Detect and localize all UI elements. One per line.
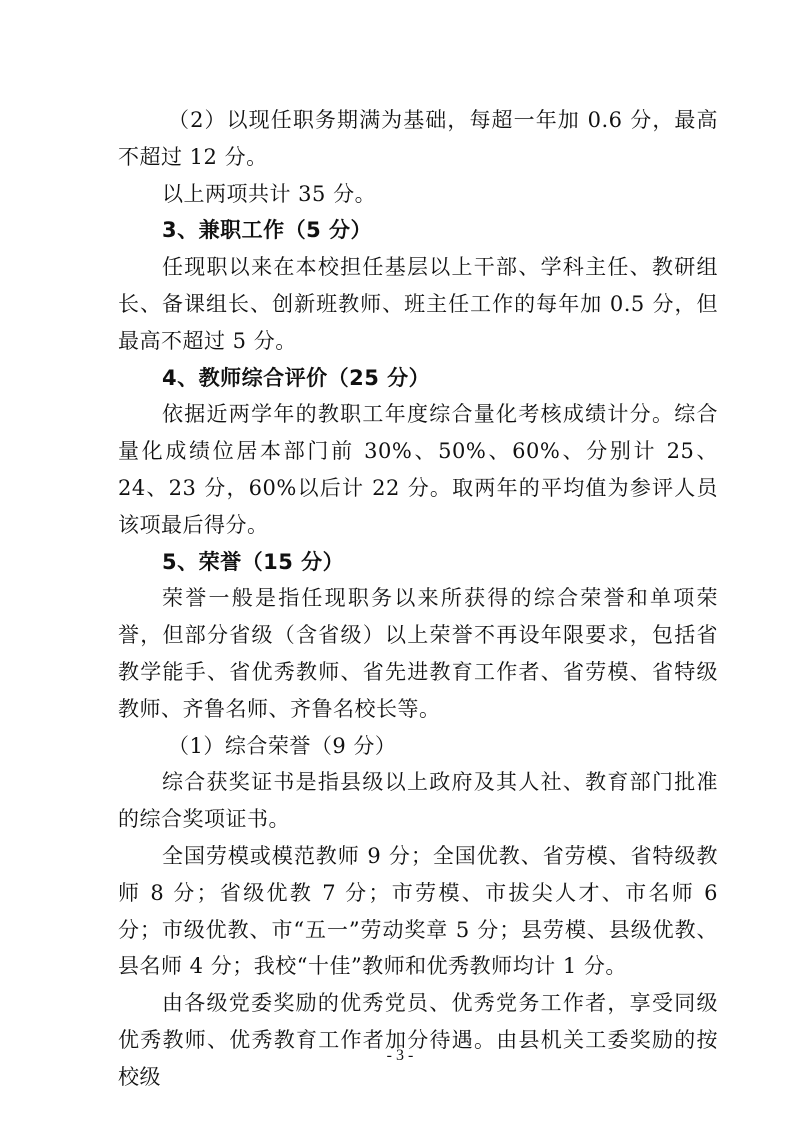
paragraph-honor-scores: 全国劳模或模范教师 9 分；全国优教、省劳模、省特级教师 8 分；省级优教 7 分；市劳模、市拔尖人才、市名师 6 分；市级优教、市“五一”劳动奖章 5 分；县劳模、县级优教、县名师 4 分；我校“十佳”教师和优秀教师均计 1 分。 [118, 843, 718, 979]
paragraph-teacher-evaluation: 依据近两学年的教职工年度综合量化考核成绩计分。综合量化成绩位居本部门前 30%、50%、60%、分别计 25、24、23 分，60%以后计 22 分。取两年的平均值为参评人员该项最后得分。 [118, 402, 718, 537]
heading-teacher-evaluation: 4、教师综合评价（25 分） [162, 365, 431, 390]
subheading-comprehensive-honors: （1）综合荣誉（9 分） [168, 733, 397, 758]
paragraph-subtotal: 以上两项共计 35 分。 [162, 181, 377, 206]
paragraph-tenure-extension: （2）以现任职务期满为基础，每超一年加 0.6 分，最高不超过 12 分。 [118, 108, 718, 169]
paragraph-party-honors: 由各级党委奖励的优秀党员、优秀党务工作者，享受同级优秀教师、优秀教育工作者加分待遇。由县机关工委奖励的按校级 [118, 991, 718, 1089]
paragraph-certificate-definition: 综合获奖证书是指县级以上政府及其人社、教育部门批准的综合奖项证书。 [118, 770, 718, 832]
paragraph-honors-definition: 荣誉一般是指任现职务以来所获得的综合荣誉和单项荣誉，但部分省级（含省级）以上荣誉不再设年限要求，包括省教学能手、省优秀教师、省先进教育工作者、省劳模、省特级教师、齐鲁名师、齐鲁名校长等。 [118, 586, 718, 721]
heading-part-time-work: 3、兼职工作（5 分） [162, 218, 373, 243]
page-number: - 3 - [386, 1047, 414, 1064]
paragraph-part-time-work: 任现职以来在本校担任基层以上干部、学科主任、教研组长、备课组长、创新班教师、班主任工作的每年加 0.5 分，但最高不超过 5 分。 [118, 255, 718, 353]
page-body [118, 102, 718, 1096]
heading-honors: 5、荣誉（15 分） [162, 549, 345, 574]
